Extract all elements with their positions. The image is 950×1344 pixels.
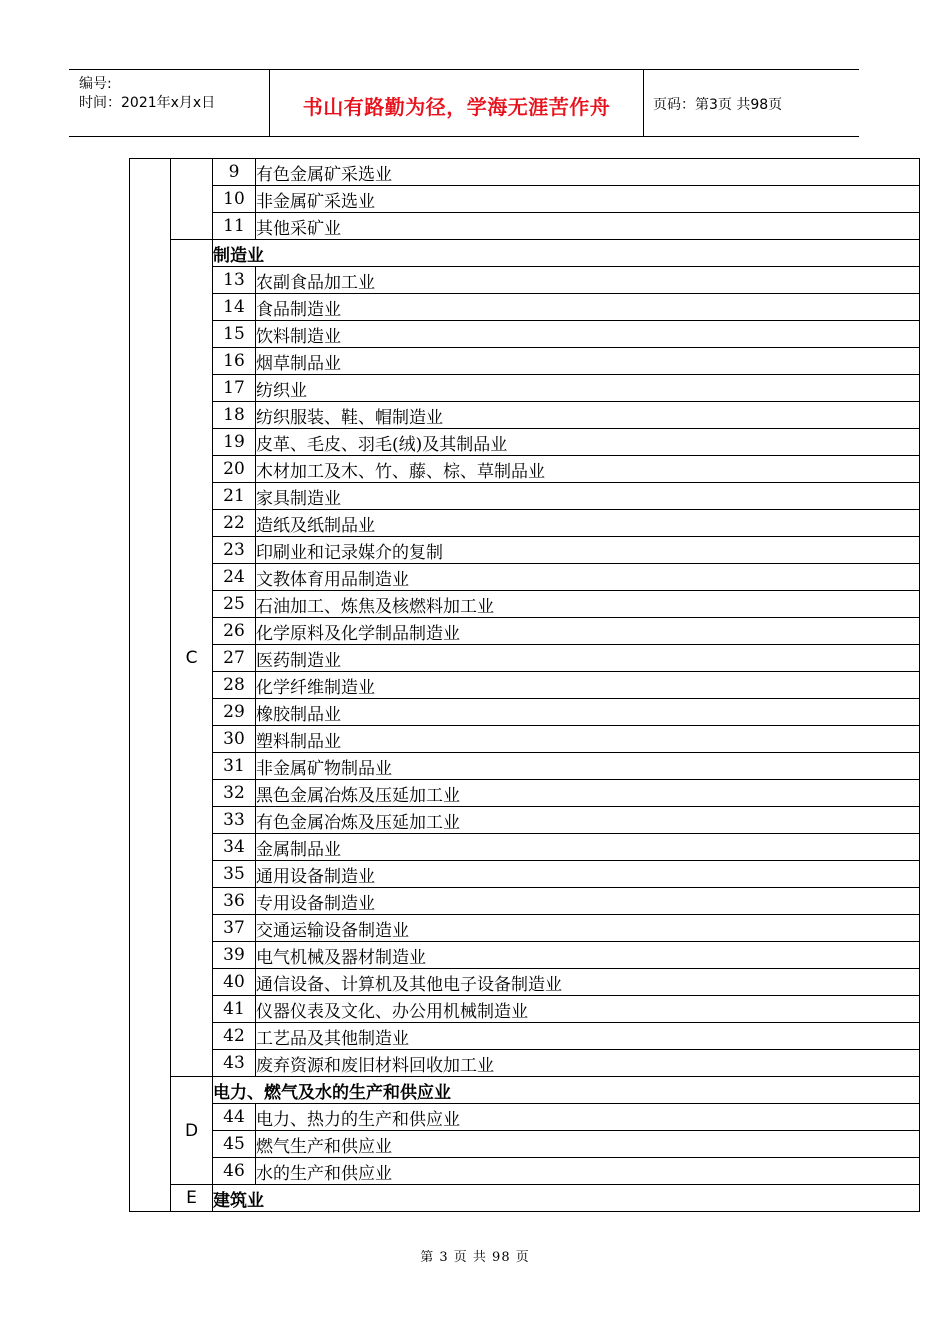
table-row xyxy=(130,969,920,996)
section-c-header-row xyxy=(130,240,920,267)
table-row xyxy=(130,618,920,645)
industry-name: 通信设备、计算机及其他电子设备制造业 xyxy=(256,969,920,996)
table-row xyxy=(130,537,920,564)
motto: 书山有路勤为径，学海无涯苦作舟 xyxy=(302,95,611,119)
row-number: 21 xyxy=(213,483,256,510)
industry-name: 木材加工及木、竹、藤、棕、草制品业 xyxy=(256,456,920,483)
industry-name: 水的生产和供应业 xyxy=(256,1158,920,1185)
industry-name: 废弃资源和废旧材料回收加工业 xyxy=(256,1050,920,1077)
serial-label: 编号: xyxy=(79,76,112,92)
category-code-cell xyxy=(171,159,213,240)
table-row xyxy=(130,159,920,186)
table-row xyxy=(130,888,920,915)
table-row xyxy=(130,456,920,483)
industry-name: 化学原料及化学制品制造业 xyxy=(256,618,920,645)
table-row xyxy=(130,348,920,375)
row-number: 37 xyxy=(213,915,256,942)
table-row xyxy=(130,807,920,834)
industry-name: 有色金属矿采选业 xyxy=(256,159,920,186)
row-number: 35 xyxy=(213,861,256,888)
industry-name: 纺织服装、鞋、帽制造业 xyxy=(256,402,920,429)
table-row xyxy=(130,699,920,726)
page-header xyxy=(69,69,859,137)
section-c-title: 制造业 xyxy=(213,240,920,267)
table-row xyxy=(130,591,920,618)
row-number: 34 xyxy=(213,834,256,861)
industry-name: 农副食品加工业 xyxy=(256,267,920,294)
table-row xyxy=(130,186,920,213)
table-row xyxy=(130,213,920,240)
industry-name: 通用设备制造业 xyxy=(256,861,920,888)
row-number: 24 xyxy=(213,564,256,591)
row-number: 15 xyxy=(213,321,256,348)
table-row xyxy=(130,645,920,672)
row-number: 25 xyxy=(213,591,256,618)
header-motto-cell xyxy=(270,70,644,136)
table-row xyxy=(130,1131,920,1158)
table-row xyxy=(130,1050,920,1077)
industry-name: 家具制造业 xyxy=(256,483,920,510)
industry-name: 烟草制品业 xyxy=(256,348,920,375)
table-row xyxy=(130,1158,920,1185)
row-number: 13 xyxy=(213,267,256,294)
row-number: 28 xyxy=(213,672,256,699)
row-number: 16 xyxy=(213,348,256,375)
section-d-title: 电力、燃气及水的生产和供应业 xyxy=(213,1077,920,1104)
row-number: 41 xyxy=(213,996,256,1023)
page-info: 页码：第3页 共98页 xyxy=(653,97,783,113)
table-row xyxy=(130,726,920,753)
table-row xyxy=(130,402,920,429)
table-row xyxy=(130,429,920,456)
table-row xyxy=(130,564,920,591)
section-e-title: 建筑业 xyxy=(213,1185,920,1212)
industry-name: 专用设备制造业 xyxy=(256,888,920,915)
industry-name: 燃气生产和供应业 xyxy=(256,1131,920,1158)
row-number: 9 xyxy=(213,159,256,186)
industry-table xyxy=(129,158,920,1212)
industry-name: 印刷业和记录媒介的复制 xyxy=(256,537,920,564)
row-number: 29 xyxy=(213,699,256,726)
row-number: 33 xyxy=(213,807,256,834)
page-footer: 第 3 页 共 98 页 xyxy=(420,1250,530,1265)
table-row xyxy=(130,861,920,888)
industry-name: 非金属矿采选业 xyxy=(256,186,920,213)
industry-name: 纺织业 xyxy=(256,375,920,402)
row-number: 23 xyxy=(213,537,256,564)
table-row xyxy=(130,375,920,402)
industry-name: 食品制造业 xyxy=(256,294,920,321)
row-number: 18 xyxy=(213,402,256,429)
table-row xyxy=(130,915,920,942)
section-d-header-row xyxy=(130,1077,920,1104)
industry-name: 交通运输设备制造业 xyxy=(256,915,920,942)
table-row xyxy=(130,294,920,321)
row-number: 22 xyxy=(213,510,256,537)
table-row xyxy=(130,1023,920,1050)
section-c-code: C xyxy=(171,240,213,1077)
industry-name: 非金属矿物制品业 xyxy=(256,753,920,780)
section-d-code: D xyxy=(171,1077,213,1185)
industry-name: 医药制造业 xyxy=(256,645,920,672)
industry-name: 有色金属冶炼及压延加工业 xyxy=(256,807,920,834)
header-page-cell xyxy=(644,70,859,136)
industry-name: 化学纤维制造业 xyxy=(256,672,920,699)
industry-name: 文教体育用品制造业 xyxy=(256,564,920,591)
table-row xyxy=(130,996,920,1023)
industry-name: 金属制品业 xyxy=(256,834,920,861)
row-number: 27 xyxy=(213,645,256,672)
table-row xyxy=(130,321,920,348)
industry-name: 造纸及纸制品业 xyxy=(256,510,920,537)
section-e-header-row xyxy=(130,1185,920,1212)
row-number: 20 xyxy=(213,456,256,483)
header-meta-cell xyxy=(69,70,270,136)
table-row xyxy=(130,510,920,537)
time-label: 时间：2021年x月x日 xyxy=(79,95,216,111)
row-number: 42 xyxy=(213,1023,256,1050)
row-number: 30 xyxy=(213,726,256,753)
row-number: 17 xyxy=(213,375,256,402)
industry-name: 仪器仪表及文化、办公用机械制造业 xyxy=(256,996,920,1023)
table-row xyxy=(130,1104,920,1131)
industry-name: 电气机械及器材制造业 xyxy=(256,942,920,969)
industry-name: 工艺品及其他制造业 xyxy=(256,1023,920,1050)
row-number: 43 xyxy=(213,1050,256,1077)
row-number: 31 xyxy=(213,753,256,780)
industry-name: 饮料制造业 xyxy=(256,321,920,348)
row-number: 14 xyxy=(213,294,256,321)
row-number: 45 xyxy=(213,1131,256,1158)
industry-name: 其他采矿业 xyxy=(256,213,920,240)
row-number: 39 xyxy=(213,942,256,969)
industry-table-body xyxy=(130,159,920,1212)
left-blank-column xyxy=(130,159,171,1212)
table-row xyxy=(130,834,920,861)
table-row xyxy=(130,267,920,294)
row-number: 10 xyxy=(213,186,256,213)
section-e-code: E xyxy=(171,1185,213,1212)
row-number: 46 xyxy=(213,1158,256,1185)
industry-name: 黑色金属冶炼及压延加工业 xyxy=(256,780,920,807)
row-number: 40 xyxy=(213,969,256,996)
row-number: 26 xyxy=(213,618,256,645)
table-row xyxy=(130,753,920,780)
row-number: 32 xyxy=(213,780,256,807)
table-row xyxy=(130,942,920,969)
industry-name: 石油加工、炼焦及核燃料加工业 xyxy=(256,591,920,618)
table-row xyxy=(130,672,920,699)
row-number: 11 xyxy=(213,213,256,240)
row-number: 19 xyxy=(213,429,256,456)
industry-name: 橡胶制品业 xyxy=(256,699,920,726)
table-row xyxy=(130,483,920,510)
row-number: 44 xyxy=(213,1104,256,1131)
industry-name: 电力、热力的生产和供应业 xyxy=(256,1104,920,1131)
row-number: 36 xyxy=(213,888,256,915)
industry-name: 皮革、毛皮、羽毛(绒)及其制品业 xyxy=(256,429,920,456)
table-row xyxy=(130,780,920,807)
industry-name: 塑料制品业 xyxy=(256,726,920,753)
